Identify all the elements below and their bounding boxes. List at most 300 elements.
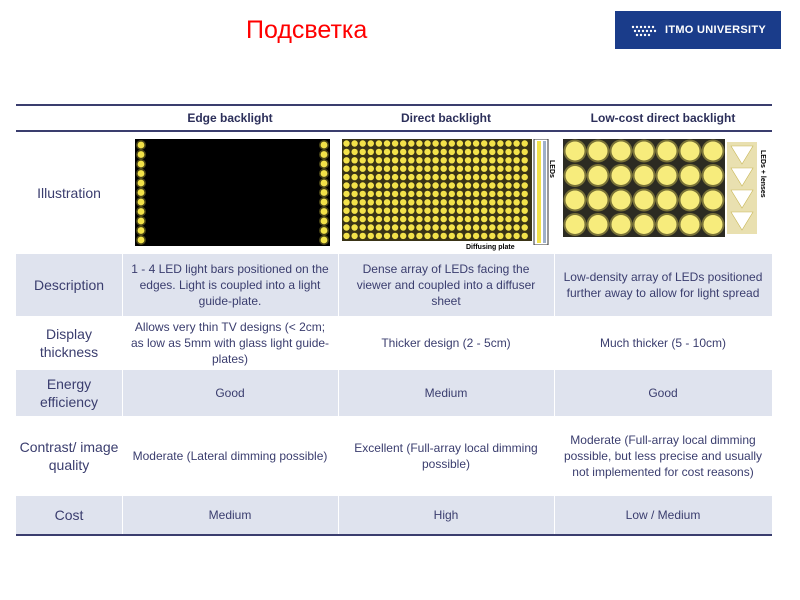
- led-dot: [489, 216, 495, 222]
- row-label-description: Description: [33, 277, 105, 293]
- lowcost-backlight-illustration: [563, 139, 725, 237]
- lowcost-side-diagram: [727, 142, 757, 234]
- led-dot: [384, 149, 390, 155]
- led-dot: [432, 149, 438, 155]
- led-dot: [376, 224, 382, 230]
- led-dot: [658, 215, 677, 234]
- led-dot: [351, 216, 357, 222]
- led-dot: [589, 166, 608, 185]
- led-dot: [384, 182, 390, 188]
- led-dot: [465, 199, 471, 205]
- led-dot: [473, 191, 479, 197]
- led-dot: [513, 224, 519, 230]
- led-dot: [384, 224, 390, 230]
- led-dot: [376, 140, 382, 146]
- led-dot: [497, 182, 503, 188]
- led-dot: [473, 157, 479, 163]
- led-dot: [319, 226, 329, 236]
- led-dot: [319, 188, 329, 198]
- led-dot: [465, 174, 471, 180]
- led-dot: [505, 182, 511, 188]
- led-dot: [481, 233, 487, 239]
- led-dot: [457, 157, 463, 163]
- led-dot: [392, 140, 398, 146]
- led-dot: [432, 216, 438, 222]
- led-dot: [497, 157, 503, 163]
- led-dot: [400, 174, 406, 180]
- led-dot: [424, 182, 430, 188]
- led-dot: [136, 150, 146, 160]
- led-dot: [465, 140, 471, 146]
- led-dot: [424, 199, 430, 205]
- led-dot: [566, 142, 585, 161]
- header-edge-backlight: Edge backlight: [187, 111, 273, 125]
- led-dot: [522, 233, 528, 239]
- thickness-direct: Thicker design (2 - 5cm): [381, 336, 511, 350]
- led-dot: [368, 199, 374, 205]
- led-dot: [360, 191, 366, 197]
- description-lowcost: Low-density array of LEDs positioned further away to allow for light spread: [563, 270, 763, 300]
- led-dot: [432, 174, 438, 180]
- led-dot: [481, 149, 487, 155]
- led-dot: [319, 169, 329, 179]
- led-dot: [416, 149, 422, 155]
- led-dot: [432, 166, 438, 172]
- led-dot: [424, 216, 430, 222]
- led-dot: [497, 191, 503, 197]
- led-dot: [384, 191, 390, 197]
- led-dot: [522, 208, 528, 214]
- led-dot: [497, 174, 503, 180]
- led-dot: [384, 233, 390, 239]
- led-dot: [351, 191, 357, 197]
- table-row: [16, 416, 772, 496]
- led-dot: [416, 191, 422, 197]
- led-dot: [465, 149, 471, 155]
- led-dot: [319, 159, 329, 169]
- led-dot: [384, 140, 390, 146]
- table-row: [16, 316, 772, 370]
- slide-title: Подсветка: [246, 16, 368, 44]
- led-dot: [704, 215, 723, 234]
- led-dot: [351, 233, 357, 239]
- led-dot: [449, 149, 455, 155]
- energy-direct: Medium: [424, 386, 468, 400]
- led-dot: [465, 233, 471, 239]
- led-dot: [635, 166, 654, 185]
- led-dot: [489, 157, 495, 163]
- row-label-energy: Energy efficiency: [39, 376, 99, 410]
- led-dot: [343, 233, 349, 239]
- led-dot: [432, 208, 438, 214]
- led-dot: [513, 140, 519, 146]
- led-dot: [566, 191, 585, 210]
- led-dot: [400, 166, 406, 172]
- led-dot: [497, 149, 503, 155]
- led-dot: [319, 216, 329, 226]
- led-dot: [481, 208, 487, 214]
- led-dot: [465, 157, 471, 163]
- led-dot: [368, 157, 374, 163]
- led-dot: [481, 199, 487, 205]
- led-dot: [400, 149, 406, 155]
- illustration-row: [16, 132, 772, 254]
- led-dot: [489, 191, 495, 197]
- led-dot: [432, 233, 438, 239]
- led-dot: [441, 199, 447, 205]
- led-dot: [360, 140, 366, 146]
- led-dot: [360, 166, 366, 172]
- led-dot: [704, 142, 723, 161]
- led-dot: [513, 216, 519, 222]
- led-dot: [441, 182, 447, 188]
- led-dot: [408, 208, 414, 214]
- logo-dots-icon: [630, 23, 660, 37]
- led-dot: [566, 215, 585, 234]
- led-dot: [473, 224, 479, 230]
- led-dot: [408, 224, 414, 230]
- led-dot: [424, 166, 430, 172]
- led-dot: [465, 208, 471, 214]
- led-dot: [505, 191, 511, 197]
- led-dot: [449, 199, 455, 205]
- led-dot: [481, 224, 487, 230]
- led-dot: [635, 215, 654, 234]
- column-divider: [338, 254, 339, 534]
- led-dot: [465, 224, 471, 230]
- led-dot: [658, 142, 677, 161]
- led-dot: [481, 174, 487, 180]
- led-dot: [505, 174, 511, 180]
- led-dot: [416, 224, 422, 230]
- direct-backlight-illustration: [342, 139, 532, 241]
- table-row: [16, 254, 772, 316]
- led-dot: [481, 191, 487, 197]
- led-dot: [513, 149, 519, 155]
- column-divider: [554, 254, 555, 534]
- row-label-illustration: Illustration: [37, 185, 101, 201]
- led-dot: [497, 166, 503, 172]
- led-dot: [612, 166, 631, 185]
- led-dot: [457, 191, 463, 197]
- led-dot: [408, 149, 414, 155]
- led-dot: [416, 157, 422, 163]
- led-dot: [400, 216, 406, 222]
- led-dot: [497, 208, 503, 214]
- cost-edge: Medium: [208, 508, 252, 522]
- led-dot: [343, 191, 349, 197]
- edge-backlight-illustration: [135, 139, 330, 246]
- led-dot: [505, 157, 511, 163]
- led-dot: [589, 142, 608, 161]
- led-dot: [589, 191, 608, 210]
- energy-edge: Good: [215, 386, 245, 400]
- led-dot: [392, 166, 398, 172]
- led-dot: [392, 174, 398, 180]
- led-dot: [376, 233, 382, 239]
- led-dot: [136, 178, 146, 188]
- led-dot: [449, 216, 455, 222]
- led-dot: [489, 182, 495, 188]
- led-dot: [392, 216, 398, 222]
- led-dot: [408, 199, 414, 205]
- led-dot: [343, 216, 349, 222]
- led-dot: [522, 199, 528, 205]
- led-dot: [424, 208, 430, 214]
- led-dot: [457, 216, 463, 222]
- led-dot: [424, 191, 430, 197]
- led-dot: [449, 157, 455, 163]
- led-dot: [465, 166, 471, 172]
- led-dot: [400, 199, 406, 205]
- led-dot: [424, 233, 430, 239]
- led-dot: [392, 191, 398, 197]
- led-dot: [441, 149, 447, 155]
- led-dot: [319, 178, 329, 188]
- led-dot: [343, 182, 349, 188]
- led-dot: [392, 224, 398, 230]
- led-dot: [400, 224, 406, 230]
- led-dot: [424, 174, 430, 180]
- led-dot: [384, 199, 390, 205]
- led-dot: [343, 149, 349, 155]
- led-dot: [497, 199, 503, 205]
- led-dot: [589, 215, 608, 234]
- led-dot: [704, 191, 723, 210]
- led-dot: [400, 157, 406, 163]
- cost-lowcost: Low / Medium: [625, 508, 701, 522]
- led-dot: [522, 182, 528, 188]
- led-dot: [384, 174, 390, 180]
- led-dot: [400, 140, 406, 146]
- led-dot: [416, 182, 422, 188]
- led-dot: [392, 208, 398, 214]
- led-dot: [368, 149, 374, 155]
- led-dot: [351, 149, 357, 155]
- led-dot: [351, 140, 357, 146]
- led-dot: [441, 224, 447, 230]
- itmo-logo: [615, 11, 781, 49]
- led-dot: [473, 199, 479, 205]
- led-dot: [513, 233, 519, 239]
- led-dot: [319, 150, 329, 160]
- led-dot: [522, 224, 528, 230]
- led-dot: [408, 140, 414, 146]
- led-dot: [473, 166, 479, 172]
- led-dot: [505, 216, 511, 222]
- led-dot: [376, 216, 382, 222]
- led-dot: [376, 208, 382, 214]
- led-dot: [457, 233, 463, 239]
- led-dot: [505, 149, 511, 155]
- led-dot: [136, 159, 146, 169]
- description-direct: Dense array of LEDs facing the viewer and coupled into a diffuser sheet: [356, 262, 536, 308]
- led-dot: [497, 140, 503, 146]
- led-dot: [368, 166, 374, 172]
- led-dot: [360, 174, 366, 180]
- led-dot: [481, 157, 487, 163]
- led-dot: [136, 216, 146, 226]
- led-dot: [376, 157, 382, 163]
- led-dot: [408, 216, 414, 222]
- led-dot: [513, 166, 519, 172]
- led-dot: [457, 208, 463, 214]
- led-dot: [658, 166, 677, 185]
- led-dot: [489, 149, 495, 155]
- led-dot: [505, 233, 511, 239]
- diffuser-label: Diffusing plate: [466, 244, 515, 251]
- led-dot: [416, 199, 422, 205]
- led-dot: [360, 149, 366, 155]
- led-dot: [368, 233, 374, 239]
- led-dot: [343, 157, 349, 163]
- led-dot: [319, 197, 329, 207]
- led-dot: [497, 233, 503, 239]
- led-dot: [465, 182, 471, 188]
- led-dot: [343, 166, 349, 172]
- description-edge: 1 - 4 LED light bars positioned on the edges. Light is coupled into a light guide-plate.: [131, 262, 329, 308]
- led-dot: [522, 174, 528, 180]
- led-dot: [392, 233, 398, 239]
- led-dot: [612, 142, 631, 161]
- led-dot: [489, 233, 495, 239]
- led-dot: [136, 226, 146, 236]
- led-dot: [481, 182, 487, 188]
- led-dot: [432, 224, 438, 230]
- led-dot: [681, 166, 700, 185]
- led-dot: [497, 216, 503, 222]
- led-dot: [432, 191, 438, 197]
- led-dot: [416, 233, 422, 239]
- led-dot: [457, 174, 463, 180]
- row-label-contrast: Contrast/ image quality: [19, 439, 119, 473]
- led-dot: [489, 166, 495, 172]
- led-dot: [505, 166, 511, 172]
- led-dot: [319, 207, 329, 217]
- led-dot: [432, 199, 438, 205]
- led-dot: [400, 182, 406, 188]
- led-dot: [416, 208, 422, 214]
- led-dot: [351, 174, 357, 180]
- led-dot: [351, 208, 357, 214]
- led-dot: [449, 166, 455, 172]
- direct-side-label: LEDs: [548, 160, 555, 178]
- led-dot: [465, 216, 471, 222]
- led-dot: [368, 191, 374, 197]
- led-dot: [473, 140, 479, 146]
- led-dot: [424, 149, 430, 155]
- direct-side-diagram: [532, 139, 552, 245]
- lowcost-side-label: LEDs + lenses: [759, 150, 766, 198]
- led-dot: [513, 208, 519, 214]
- led-dot: [481, 166, 487, 172]
- row-label-cost: Cost: [54, 507, 84, 523]
- led-dot: [408, 182, 414, 188]
- led-dot: [400, 191, 406, 197]
- led-dot: [457, 199, 463, 205]
- led-dot: [343, 208, 349, 214]
- led-dot: [635, 142, 654, 161]
- led-dot: [416, 174, 422, 180]
- led-dot: [505, 208, 511, 214]
- led-dot: [522, 191, 528, 197]
- led-dot: [416, 166, 422, 172]
- led-dot: [489, 199, 495, 205]
- led-dot: [505, 140, 511, 146]
- led-dot: [441, 166, 447, 172]
- led-dot: [376, 199, 382, 205]
- led-dot: [522, 157, 528, 163]
- led-dot: [449, 182, 455, 188]
- led-dot: [360, 157, 366, 163]
- led-dot: [424, 224, 430, 230]
- row-label-thickness: Display thickness: [39, 326, 99, 360]
- contrast-direct: Excellent (Full-array local dimming possible): [354, 441, 538, 471]
- led-dot: [392, 199, 398, 205]
- led-dot: [612, 191, 631, 210]
- led-dot: [136, 140, 146, 150]
- led-dot: [432, 157, 438, 163]
- led-dot: [432, 140, 438, 146]
- led-dot: [368, 174, 374, 180]
- contrast-edge: Moderate (Lateral dimming possible): [132, 449, 328, 463]
- led-dot: [473, 174, 479, 180]
- contrast-lowcost: Moderate (Full-array local dimming possible, but less precise and usually not implemented for cost reasons): [563, 433, 763, 479]
- table-bottom-rule: [16, 534, 772, 536]
- led-dot: [505, 224, 511, 230]
- led-dot: [376, 149, 382, 155]
- led-dot: [368, 140, 374, 146]
- led-dot: [392, 157, 398, 163]
- led-dot: [481, 216, 487, 222]
- led-dot: [351, 182, 357, 188]
- led-dot: [351, 157, 357, 163]
- thickness-edge: Allows very thin TV designs (< 2cm; as low as 5mm with glass light guide-plates): [130, 320, 330, 366]
- led-dot: [392, 182, 398, 188]
- led-dot: [441, 208, 447, 214]
- led-dot: [400, 208, 406, 214]
- led-dot: [376, 174, 382, 180]
- table-row: [16, 496, 772, 534]
- led-dot: [635, 191, 654, 210]
- table-row: [16, 370, 772, 416]
- led-dot: [368, 216, 374, 222]
- led-dot: [408, 174, 414, 180]
- led-dot: [343, 224, 349, 230]
- led-dot: [513, 174, 519, 180]
- led-dot: [473, 208, 479, 214]
- led-dot: [449, 224, 455, 230]
- led-dot: [522, 166, 528, 172]
- led-dot: [368, 224, 374, 230]
- led-dot: [489, 174, 495, 180]
- led-dot: [384, 157, 390, 163]
- led-dot: [136, 207, 146, 217]
- led-dot: [136, 188, 146, 198]
- led-dot: [481, 140, 487, 146]
- led-dot: [681, 215, 700, 234]
- led-dot: [522, 216, 528, 222]
- led-dot: [457, 149, 463, 155]
- led-dot: [457, 182, 463, 188]
- led-dot: [136, 169, 146, 179]
- led-dot: [416, 140, 422, 146]
- led-dot: [424, 140, 430, 146]
- led-dot: [513, 191, 519, 197]
- led-dot: [704, 166, 723, 185]
- energy-lowcost: Good: [648, 386, 678, 400]
- led-dot: [441, 174, 447, 180]
